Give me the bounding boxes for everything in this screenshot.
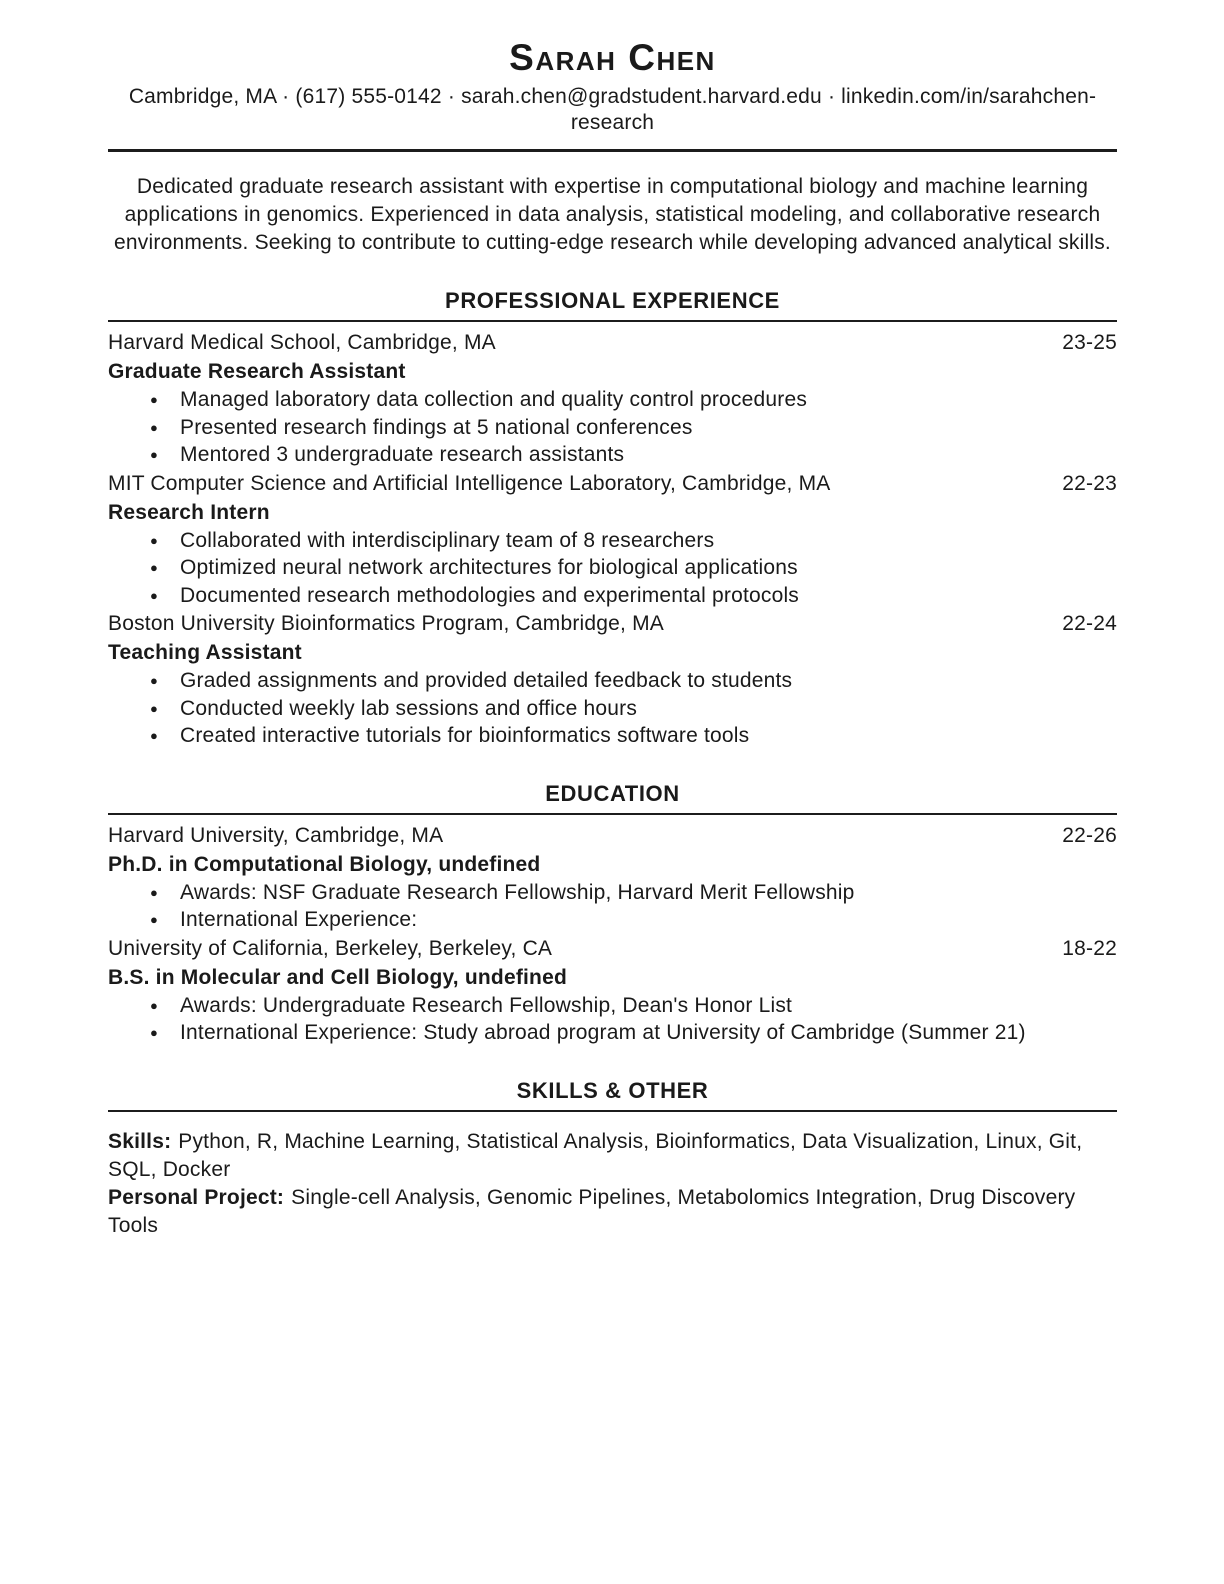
skills-line [108, 1128, 1117, 1184]
skills-body [108, 1112, 1117, 1240]
bullet-item: ● Optimized neural network architectures for biological applications [108, 554, 1117, 582]
bullet-item: ● International Experience: [108, 906, 1117, 934]
resume-header [108, 36, 1117, 152]
org-name: Harvard Medical School, Cambridge, MA [108, 331, 496, 354]
org-row [108, 609, 1117, 638]
bullet-item: ● International Experience: Study abroad program at University of Cambridge (Summer 21) [108, 1019, 1117, 1047]
role-title: Research Intern [108, 500, 270, 524]
bullet-item: ● Mentored 3 undergraduate research assistants [108, 441, 1117, 469]
org-row [108, 821, 1117, 850]
degree-title: Ph.D. in Computational Biology, undefined [108, 852, 541, 876]
bullet-item: ● Documented research methodologies and experimental protocols [108, 582, 1117, 610]
experience-body [108, 322, 1117, 750]
org-name: Boston University Bioinformatics Program, Cambridge, MA [108, 612, 665, 635]
org-name: MIT Computer Science and Artificial Intelligence Laboratory, Cambridge, MA [108, 471, 831, 495]
bullet-item: ● Conducted weekly lab sessions and office hours [108, 695, 1117, 723]
skills-heading: SKILLS & OTHER [108, 1078, 1117, 1112]
role-title: Teaching Assistant [108, 641, 302, 664]
personal-project-text: Single-cell Analysis, Genomic Pipelines, Metabolomics Integration, Drug Discovery Tools [108, 1185, 1076, 1237]
experience-entry [108, 328, 1117, 469]
experience-entry [108, 609, 1117, 750]
skills-label: Skills: [108, 1129, 172, 1153]
school-name: University of California, Berkeley, Berkeley, CA [108, 936, 553, 960]
section-skills [108, 1078, 1117, 1240]
education-heading: EDUCATION [108, 781, 1117, 815]
summary-paragraph: Dedicated graduate research assistant with expertise in computational biology and machine learning applications in genomics. Experienced in data analysis, statistical modeling, and collaborative research environments. Seeking to contribute to cutting-edge research while developing advanced analytical skills. [114, 175, 1111, 254]
bullet-list [108, 667, 1117, 750]
bullet-list [108, 879, 1117, 934]
entry-dates: 22-24 [1062, 612, 1117, 635]
role-title: Graduate Research Assistant [108, 360, 406, 383]
section-education [108, 781, 1117, 1047]
org-row [108, 328, 1117, 357]
entry-dates: 18-22 [1062, 936, 1117, 960]
bullet-list [108, 386, 1117, 469]
school-name: Harvard University, Cambridge, MA [108, 823, 444, 847]
education-body [108, 815, 1117, 1047]
skills-text: Python, R, Machine Learning, Statistical Analysis, Bioinformatics, Data Visualization, Linux, Git, SQL, Docker [108, 1129, 1083, 1181]
candidate-name: Sarah Chen [509, 37, 716, 78]
bullet-item: ● Presented research findings at 5 national conferences [108, 414, 1117, 442]
section-experience [108, 288, 1117, 750]
personal-project-label: Personal Project: [108, 1185, 285, 1209]
education-entry [108, 934, 1117, 1047]
entry-dates: 22-23 [1062, 471, 1117, 495]
bullet-item: ● Created interactive tutorials for bioinformatics software tools [108, 722, 1117, 750]
org-row [108, 934, 1117, 963]
education-entry [108, 821, 1117, 934]
bullet-list [108, 527, 1117, 610]
bullet-list [108, 992, 1117, 1047]
bullet-item: ● Graded assignments and provided detailed feedback to students [108, 667, 1117, 695]
personal-project-line [108, 1184, 1117, 1240]
org-row [108, 469, 1117, 498]
entry-dates: 22-26 [1062, 823, 1117, 847]
bullet-item: ● Awards: Undergraduate Research Fellowship, Dean's Honor List [108, 992, 1117, 1020]
entry-dates: 23-25 [1062, 331, 1117, 354]
bullet-item: ● Collaborated with interdisciplinary team of 8 researchers [108, 527, 1117, 555]
experience-heading: PROFESSIONAL EXPERIENCE [108, 288, 1117, 322]
bullet-item: ● Awards: NSF Graduate Research Fellowship, Harvard Merit Fellowship [108, 879, 1117, 907]
contact-line: Cambridge, MA · (617) 555-0142 · sarah.chen@gradstudent.harvard.edu · linkedin.com/in/sarahchen-research [128, 85, 1097, 134]
header-divider [108, 149, 1117, 152]
degree-title: B.S. in Molecular and Cell Biology, undefined [108, 965, 567, 989]
bullet-item: ● Managed laboratory data collection and quality control procedures [108, 386, 1117, 414]
experience-entry [108, 469, 1117, 610]
